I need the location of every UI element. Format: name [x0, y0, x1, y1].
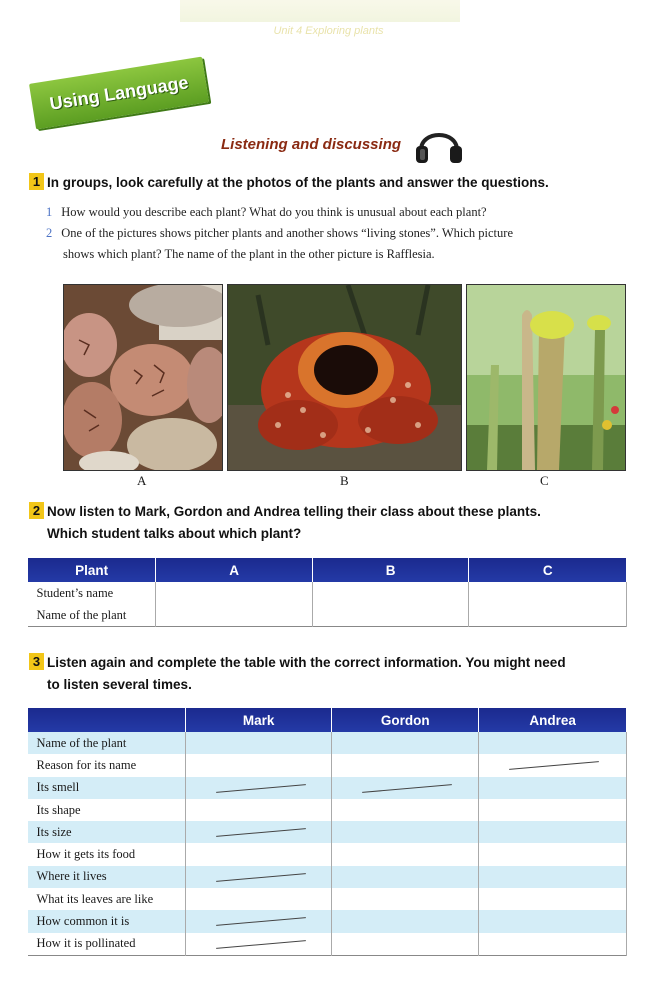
answer-cell[interactable]: [469, 604, 627, 627]
answer-cell[interactable]: [332, 754, 479, 776]
not-applicable-line: [216, 917, 306, 926]
photo-c-pitcher-plants: [466, 284, 626, 471]
answer-cell[interactable]: [185, 754, 332, 776]
question-1: [46, 201, 487, 223]
table-row: [28, 888, 627, 910]
table-row: [28, 821, 627, 843]
row-label: Its smell: [28, 777, 186, 799]
not-applicable-line: [216, 873, 306, 882]
row-label: Student’s name: [28, 582, 156, 604]
answer-cell[interactable]: [332, 888, 479, 910]
plant-student-table: [27, 558, 627, 627]
header-mark: Mark: [185, 708, 332, 732]
answer-cell[interactable]: [479, 843, 627, 865]
not-applicable-line: [216, 828, 306, 837]
answer-cell[interactable]: [332, 933, 479, 956]
answer-cell[interactable]: [312, 582, 469, 604]
unit-title: Unit 4 Exploring plants: [273, 25, 384, 37]
row-label: How common it is: [28, 910, 186, 932]
task2-text-line1: Now listen to Mark, Gordon and Andrea telling their class about these plants.: [47, 504, 541, 519]
answer-cell[interactable]: [312, 604, 469, 627]
table-header-row: [28, 558, 627, 582]
photo-c-caption: C: [540, 473, 549, 488]
task3-number: 3: [29, 653, 44, 670]
answer-cell[interactable]: [479, 799, 627, 821]
using-language-badge: [29, 57, 209, 130]
table-row: [28, 866, 627, 888]
row-label: Reason for its name: [28, 754, 186, 776]
answer-cell[interactable]: [479, 910, 627, 932]
answer-cell[interactable]: [479, 933, 627, 956]
answer-cell[interactable]: [479, 821, 627, 843]
header-blank: [28, 708, 186, 732]
row-label: How it is pollinated: [28, 933, 186, 956]
table-row: [28, 933, 627, 956]
answer-cell[interactable]: [332, 843, 479, 865]
section-title: Listening and discussing: [221, 136, 402, 153]
header-andrea: Andrea: [479, 708, 627, 732]
not-applicable-line: [216, 940, 306, 949]
header-a: A: [156, 558, 313, 582]
not-applicable-line: [509, 761, 599, 770]
question-2-text: One of the pictures shows pitcher plants and another shows “living stones”. Which picture: [61, 226, 513, 240]
table-row: [28, 604, 627, 627]
answer-cell[interactable]: [185, 866, 332, 888]
table-row: [28, 754, 627, 776]
not-applicable-line: [363, 784, 453, 793]
header-plant: Plant: [28, 558, 156, 582]
answer-cell[interactable]: [332, 732, 479, 754]
question-1-number: 1: [46, 205, 53, 219]
task1-number: 1: [29, 173, 44, 190]
header-gordon: Gordon: [332, 708, 479, 732]
not-applicable-line: [216, 784, 306, 793]
task1-text: In groups, look carefully at the photos of the plants and answer the questions.: [47, 175, 549, 190]
answer-cell[interactable]: [479, 866, 627, 888]
answer-cell[interactable]: [332, 910, 479, 932]
task2-instruction: [29, 501, 629, 545]
table-row: [28, 799, 627, 821]
answer-cell[interactable]: [479, 777, 627, 799]
answer-cell[interactable]: [479, 888, 627, 910]
answer-cell[interactable]: [185, 843, 332, 865]
photo-b-rafflesia: [227, 284, 462, 471]
task3-text-line1: Listen again and complete the table with the correct information. You might need: [47, 655, 566, 670]
question-2: [46, 222, 513, 244]
plant-details-table: [27, 708, 627, 956]
answer-cell[interactable]: [185, 777, 332, 799]
table-row: [28, 732, 627, 754]
answer-cell[interactable]: [156, 604, 313, 627]
headphones-icon: [413, 122, 465, 166]
answer-cell[interactable]: [332, 799, 479, 821]
table-row: [28, 910, 627, 932]
answer-cell[interactable]: [185, 732, 332, 754]
row-label: Where it lives: [28, 866, 186, 888]
task1-instruction: [29, 172, 629, 194]
badge-label: Using Language: [48, 72, 190, 114]
answer-cell[interactable]: [185, 933, 332, 956]
question-1-text: How would you describe each plant? What do you think is unusual about each plant?: [61, 205, 487, 219]
answer-cell[interactable]: [332, 821, 479, 843]
photo-b-caption: B: [340, 473, 349, 488]
answer-cell[interactable]: [185, 799, 332, 821]
row-label: Its shape: [28, 799, 186, 821]
table-row: [28, 777, 627, 799]
table-header-row: [28, 708, 627, 732]
answer-cell[interactable]: [332, 866, 479, 888]
table-row: [28, 843, 627, 865]
header-band: [180, 0, 460, 22]
row-label: Name of the plant: [28, 732, 186, 754]
header-b: B: [312, 558, 469, 582]
task2-text-line2: Which student talks about which plant?: [47, 526, 302, 541]
answer-cell[interactable]: [332, 777, 479, 799]
row-label: Name of the plant: [28, 604, 156, 627]
question-2-number: 2: [46, 226, 53, 240]
table-row: [28, 582, 627, 604]
answer-cell[interactable]: [479, 754, 627, 776]
task3-instruction: [29, 652, 629, 696]
question-2-continued: shows which plant? The name of the plant in the other picture is Rafflesia.: [63, 247, 435, 261]
photo-a-living-stones: [63, 284, 223, 471]
task2-number: 2: [29, 502, 44, 519]
row-label: How it gets its food: [28, 843, 186, 865]
answer-cell[interactable]: [479, 732, 627, 754]
answer-cell[interactable]: [185, 821, 332, 843]
row-label: Its size: [28, 821, 186, 843]
task3-text-line2: to listen several times.: [47, 677, 192, 692]
header-c: C: [469, 558, 627, 582]
answer-cell[interactable]: [185, 910, 332, 932]
row-label: What its leaves are like: [28, 888, 186, 910]
answer-cell[interactable]: [156, 582, 313, 604]
answer-cell[interactable]: [469, 582, 627, 604]
photo-a-caption: A: [137, 473, 147, 488]
answer-cell[interactable]: [185, 888, 332, 910]
